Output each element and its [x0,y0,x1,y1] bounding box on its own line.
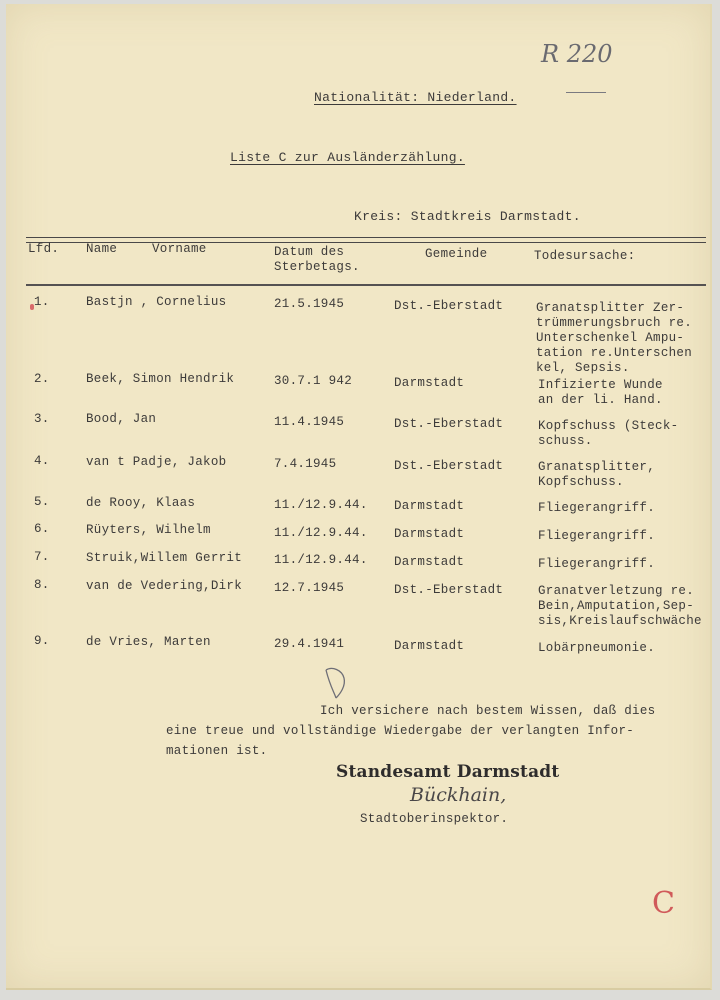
row-place: Dst.-Eberstadt [394,299,504,313]
row-number: 6. [34,522,50,536]
row-name: Struik,Willem Gerrit [86,551,243,565]
attestation-line-3: mationen ist. [166,744,268,758]
row-date: 29.4.1941 [274,637,345,651]
signature: Bückhain, [410,784,507,806]
pencil-stroke [566,92,606,93]
row-cause: Granatsplitter Zer- trümmerungsbruch re. Unterschenkel Ampu- tation re.Unterschen kel, Sepsis. [536,301,693,375]
row-cause: Lobärpneumonie. [538,641,656,655]
table-header-rule [26,284,706,286]
row-date: 21.5.1945 [274,297,345,311]
row-place: Darmstadt [394,499,465,513]
header-vorname: Vorname [152,242,207,256]
nationality-line: Nationalität: Niederland. [314,90,517,105]
row-cause: Granatsplitter, Kopfschuss. [538,460,656,489]
row-cause: Fliegerangriff. [538,529,656,543]
list-title: Liste C zur Ausländerzählung. [230,150,465,165]
document-page [6,4,712,990]
header-name: Name [86,242,118,256]
row-place: Darmstadt [394,555,465,569]
row-number: 2. [34,372,50,386]
row-place: Dst.-Eberstadt [394,583,504,597]
row-cause: Granatverletzung re. Bein,Amputation,Sep- sis,Kreislaufschwäche [538,584,702,628]
row-place: Darmstadt [394,527,465,541]
row-date: 30.7.1 942 [274,374,353,388]
row-number: 3. [34,412,50,426]
row-date: 11.4.1945 [274,415,345,429]
header-lfd: Lfd. [28,242,60,256]
row-name: Bastjn , Cornelius [86,295,227,309]
office-stamp: Standesamt Darmstadt [336,762,560,782]
row-number: 8. [34,578,50,592]
row-cause: Infizierte Wunde an der li. Hand. [538,378,663,407]
row-cause: Fliegerangriff. [538,557,656,571]
signatory-title: Stadtoberinspektor. [360,812,509,826]
row-name: van t Padje, Jakob [86,455,227,469]
row-date: 11./12.9.44. [274,553,368,567]
row-date: 11./12.9.44. [274,498,368,512]
row-number: 7. [34,550,50,564]
row-number: 4. [34,454,50,468]
row-place: Dst.-Eberstadt [394,459,504,473]
row-name: Beek, Simon Hendrik [86,372,235,386]
row-cause: Kopfschuss (Steck- schuss. [538,419,679,448]
row-place: Darmstadt [394,376,465,390]
district-line: Kreis: Stadtkreis Darmstadt. [354,209,581,224]
row-date: 12.7.1945 [274,581,345,595]
pencil-check-mark [318,664,358,704]
archive-reference: R 220 [541,40,613,68]
row-date: 11./12.9.44. [274,526,368,540]
row-date: 7.4.1945 [274,457,337,471]
header-date: Datum des Sterbetags. [274,245,360,274]
header-cause: Todesursache: [534,249,636,263]
row-number: 9. [34,634,50,648]
row-place: Darmstadt [394,639,465,653]
row-place: Dst.-Eberstadt [394,417,504,431]
header-gemeinde: Gemeinde [425,247,488,261]
row-name: Bood, Jan [86,412,157,426]
row-name: de Vries, Marten [86,635,211,649]
row-cause: Fliegerangriff. [538,501,656,515]
table-top-rule [26,237,706,243]
row-name: van de Vedering,Dirk [86,579,243,593]
row-number: 5. [34,495,50,509]
attestation-line-2: eine treue und vollständige Wiedergabe der verlangten Infor- [166,724,635,738]
row-name: Rüyters, Wilhelm [86,523,211,537]
row-name: de Rooy, Klaas [86,496,196,510]
attestation-line-1: Ich versichere nach bestem Wissen, daß dies [320,704,656,718]
red-letter-mark: C [652,886,675,921]
row-number: 1. [34,295,50,309]
